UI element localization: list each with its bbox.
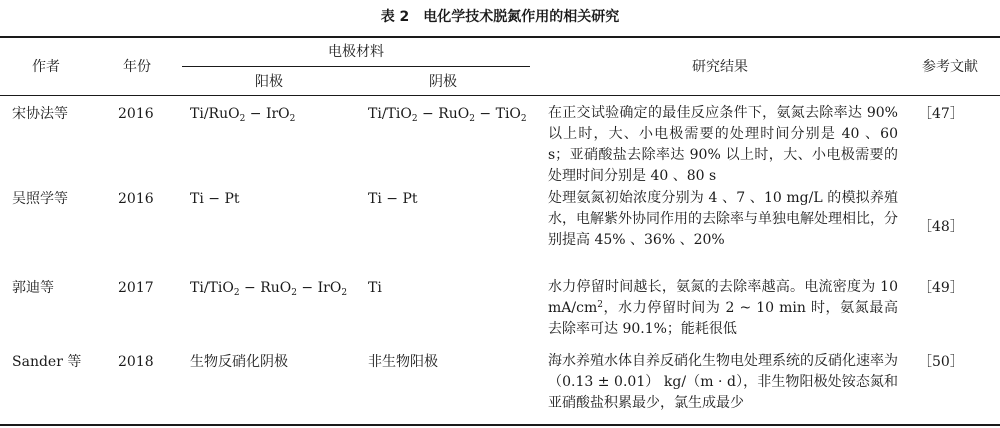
header-anode: 阳极	[255, 74, 283, 90]
table-row-result: 在正交试验确定的最佳反应条件下，氨氮去除率达 90% 以上时，大、小电极需要的处理时间分别是 40 、60 s；亚硝酸盐去除率达 90% 以上时，大、小电极需要的处理时间分别是 40 、80 s	[548, 105, 898, 184]
table-row-result: 海水养殖水体自养反硝化生物电处理系统的反硝化速率为（0.13 ± 0.01） kg/（m · d），非生物阳极处铵态氮和亚硝酸盐积累最少，氯生成最少	[548, 353, 898, 411]
table-row-anode: 生物反硝化阴极	[190, 354, 288, 370]
header-electrode: 电极材料	[328, 44, 384, 60]
table-row-author: 吴照学等	[12, 191, 68, 207]
table-row-anode: Ti/TiO$_2$ − RuO$_2$ − IrO$_2$	[190, 280, 348, 298]
bottom-rule	[0, 424, 1000, 426]
table-row-cathode: Ti	[368, 280, 382, 296]
top-rule	[0, 36, 1000, 38]
table-row-anode: Ti/RuO$_2$ − IrO$_2$	[190, 106, 296, 124]
table-row-ref: ［49］	[918, 280, 964, 296]
table-row-author: 郭迪等	[12, 280, 54, 296]
table-row-anode: Ti − Pt	[190, 191, 240, 207]
table-row-result: 处理氨氮初始浓度分别为 4 、7 、10 mg/L 的模拟养殖水，电解紫外协同作用的去除率与单独电解处理相比，分别提高 45% 、36% 、20%	[548, 190, 898, 248]
table-row-cathode: Ti − Pt	[368, 191, 418, 207]
header-result: 研究结果	[692, 59, 748, 75]
table-row-year: 2016	[118, 191, 154, 207]
table-caption: 表 2 电化学技术脱氮作用的相关研究	[380, 9, 620, 25]
table-row-author: 宋协法等	[12, 106, 68, 122]
table-row-ref: ［48］	[918, 219, 964, 235]
header-author: 作者	[32, 59, 60, 75]
header-rule	[0, 95, 1000, 96]
electrode-subrule	[182, 66, 530, 67]
table-row-year: 2017	[118, 280, 154, 296]
table-row-cathode: Ti/TiO$_2$ − RuO$_2$ − TiO$_2$	[368, 106, 527, 124]
table-row-author: Sander 等	[12, 354, 82, 370]
table-row-result: 水力停留时间越长，氨氮的去除率越高。电流密度为 10 $mA/cm^2$，水力停留时间为 2 ~ 10 min 时，氨氮最高去除率可达 90.1%；能耗很低	[548, 279, 898, 337]
header-ref: 参考文献	[922, 59, 978, 75]
header-year: 年份	[123, 59, 151, 75]
table-row-ref: ［50］	[918, 354, 964, 370]
table-row-year: 2018	[118, 354, 154, 370]
header-cathode: 阴极	[429, 74, 457, 90]
table-row-cathode: 非生物阳极	[368, 354, 438, 370]
table-row-year: 2016	[118, 106, 154, 122]
table-row-ref: ［47］	[918, 106, 964, 122]
